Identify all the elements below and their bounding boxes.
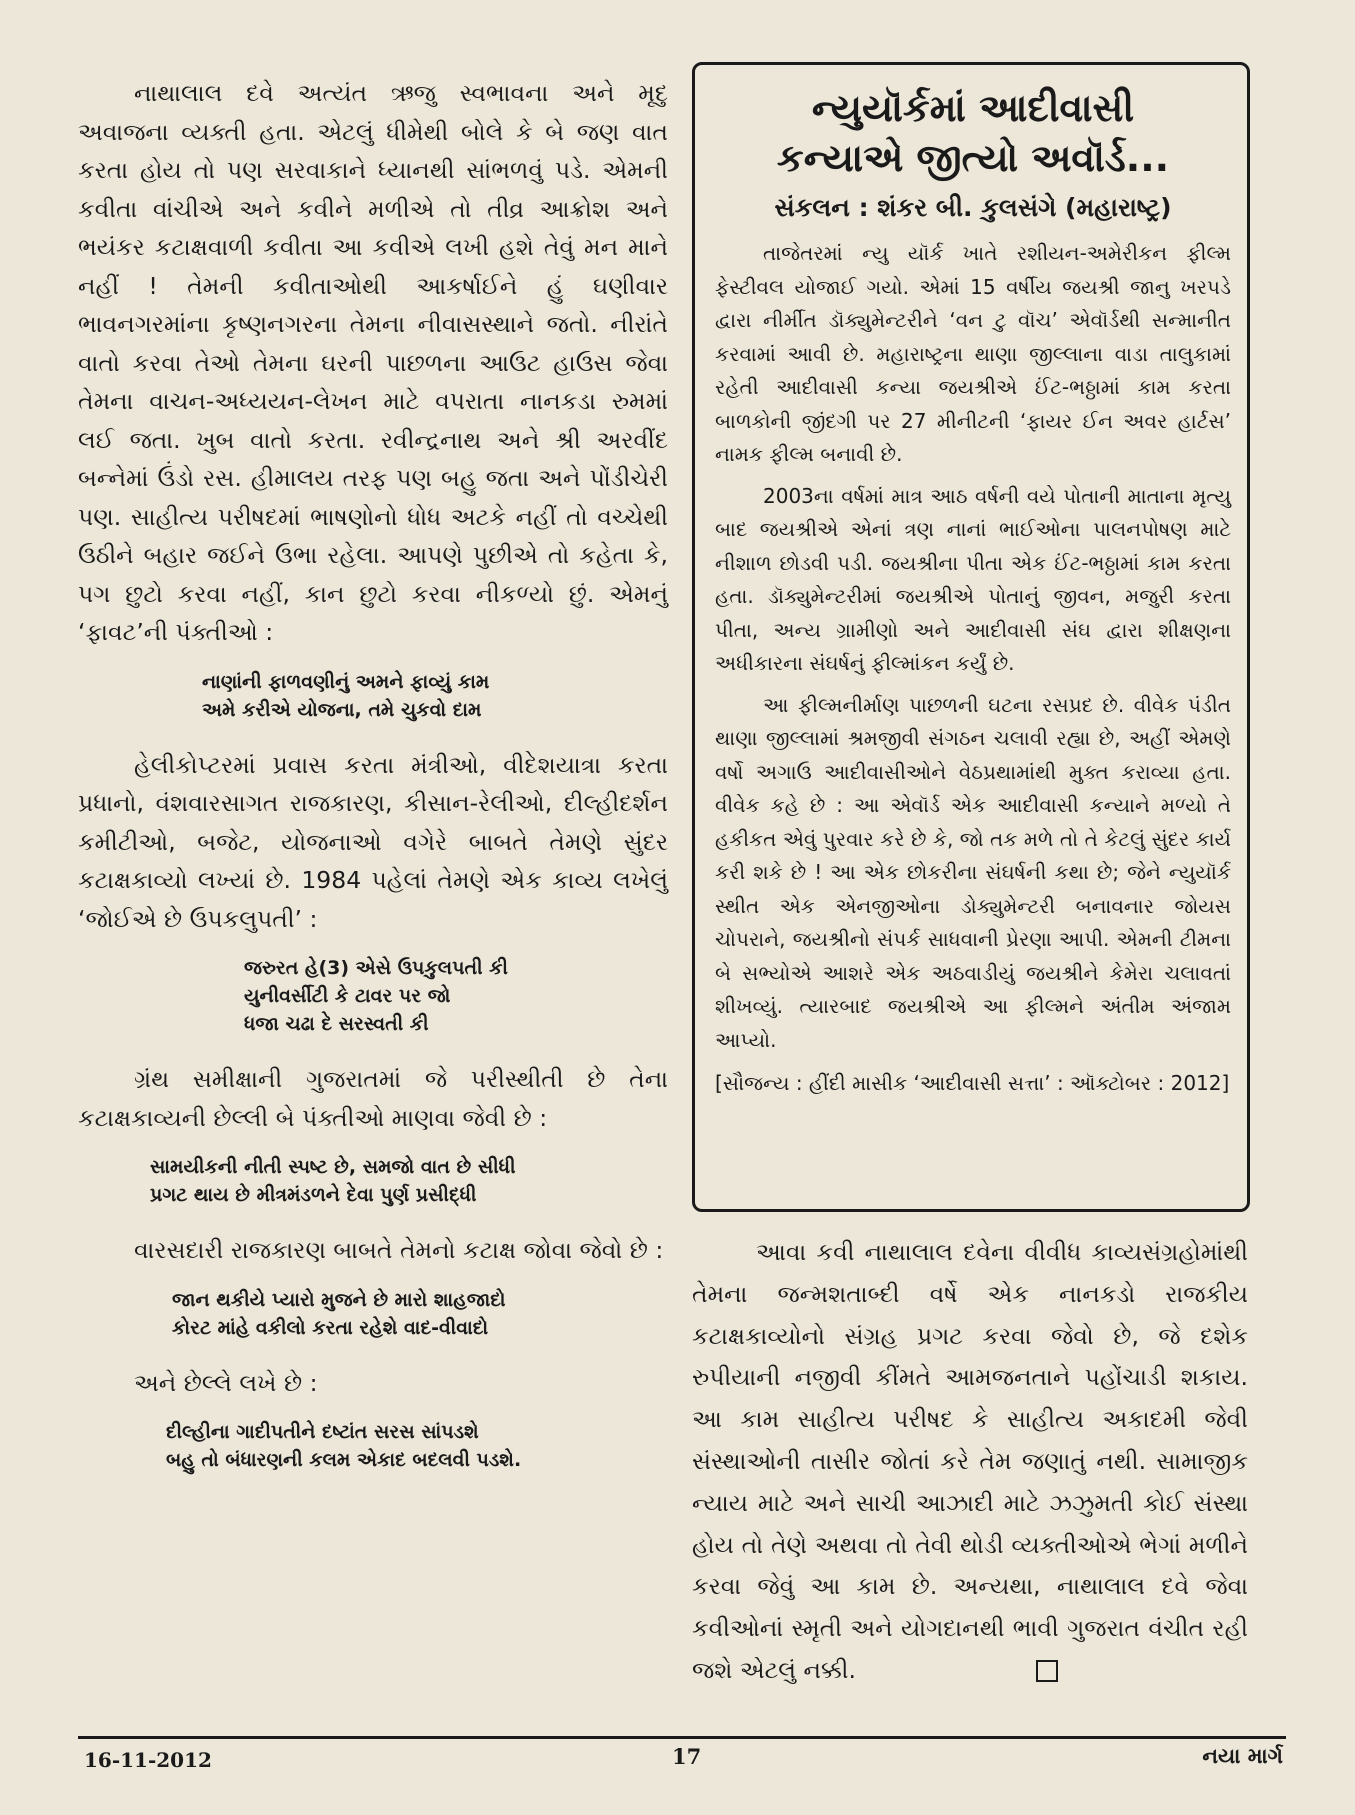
box-paragraph-3: આ ફીલ્મનીર્માણ પાછળની ઘટના રસપ્રદ છે. વીવેક પંડીત થાણા જીલ્લામાં શ્રમજીવી સંગઠન ચલાવી રહ્યા છે, અહીં એમણે વર્ષો અગાઉ આદીવાસીઓને વેઠપ્રથામાંથી મુક્ત કરાવ્યા હતા. વીવેક કહે છે : આ એવૉર્ડ એક આદીવાસી કન્યાને મળ્યો તે હકીકત એવું પુરવાર કરે છે કે, જો તક મળે તો તે કેટલું સુંદર કાર્ય કરી શકે છે ! આ એક છોકરીના સંઘર્ષની કથા છે; જેને ન્યુયૉર્ક સ્થીત એક એનજીઓના ડોક્યુમેન્ટરી બનાવનાર જોયસ ચોપરાને, જયશ્રીનો સંપર્ક સાધવાની પ્રેરણા આપી. એમની ટીમના બે સભ્યોએ આશરે એક અઠવાડીયું જયશ્રીને કેમેરા ચલાવતાં શીખવ્યું. ત્યારબાદ જયશ્રીએ આ ફીલ્મને અંતીમ અંજામ આપ્યો. [715,692,1231,1052]
verse-favat [78,668,668,724]
page-number: 17 [672,1744,702,1769]
box-body [715,237,1231,1101]
right-paragraph-1 [692,1232,1248,1692]
verse-line: સામયીકની નીતી સ્પષ્ટ છે, સમજો વાત છે સીધી [150,1156,516,1178]
left-paragraph-3: ગ્રંથ સમીક્ષાની ગુજરાતમાં જે પરીસ્થીતી છે તેના કટાક્ષકાવ્યની છેલ્લી બે પંક્તીઓ માણવા જેવી છે : [78,1065,668,1132]
verse-samayik [78,1153,668,1209]
left-paragraph-2: હેલીકોપ્ટરમાં પ્રવાસ કરતા મંત્રીઓ, વીદેશયાત્રા કરતા પ્રધાનો, વંશવારસાગત રાજકારણ, કીસાન-રેલીઓ, દીલ્હીદર્શન કમીટીઓ, બજેટ, યોજનાઓ વગેરે બાબતે તેમણે સુંદર કટાક્ષકાવ્યો લખ્યાં છે. 1984 પહેલાં તેમણે એક કાવ્ય લખેલું ‘જોઈએ છે ઉપકલુપતી’ : [78,750,668,933]
right-paragraph-text: આવા કવી નાથાલાલ દવેના વીવીધ કાવ્યસંગ્રહોમાંથી તેમના જન્મશતાબ્દી વર્ષે એક નાનકડો રાજકીય કટાક્ષકાવ્યોનો સંગ્રહ પ્રગટ કરવા જેવો છે, જે દશેક રુપીયાની નજીવી કીંમતે આમજનતાને પહોંચાડી શકાય. આ કામ સાહીત્ય પરીષદ કે સાહીત્ય અકાદમી જેવી સંસ્થાઓની તાસીર જોતાં કરે તેમ જણાતું નથી. સામાજીક ન્યાય માટે અને સાચી આઝાદી માટે ઝઝુમતી કોઈ સંસ્થા હોય તો તેણે અથવા તો તેવી થોડી વ્યક્તીઓએ ભેગાં મળીને કરવા જેવું આ કામ છે. અન્યથા, નાથાલાલ દવે જેવા કવીઓનાં સ્મૃતી અને યોગદાનથી ભાવી ગુજરાત વંચીત રહી જશે એટલું નક્કી. [692,1238,1248,1684]
box-source: [સૌજન્ય : હીંદી માસીક ‘આદીવાસી સત્તા’ : ઑક્ટોબર : 2012] [715,1071,1230,1095]
news-box [692,62,1250,1212]
box-paragraph-2: 2003ના વર્ષમાં માત્ર આઠ વર્ષની વયે પોતાની માતાના મૃત્યુ બાદ જયશ્રીએ એનાં ત્રણ નાનાં ભાઈઓના પાલનપોષણ માટે નીશાળ છોડવી પડી. જયશ્રીના પીતા એક ઈંટ-ભઠ્ઠામાં કામ કરતા હતા. ડૉક્યુમેન્ટરીમાં જયશ્રીએ પોતાનું જીવન, મજુરી કરતા પીતા, અન્ય ગ્રામીણો અને આદીવાસી સંઘ દ્વારા શીક્ષણના અધીકારના સંઘર્ષનું ફીલ્માંકન કર્યું છે. [715,483,1231,675]
verse-shahjado [78,1286,668,1342]
verse-line: યુનીવર્સીટી કે ટાવર પર જો [244,985,451,1007]
end-square-icon [1036,1660,1058,1682]
box-byline: સંકલન : શંકર બી. કુલસંગે (મહારાષ્ટ્ર) [774,193,1172,222]
verse-line: નાણાંની ફાળવણીનું અમને ફાવ્યું કામ [202,670,490,693]
box-title [715,83,1231,183]
verse-upkulpati [78,954,668,1038]
box-paragraph-1: તાજેતરમાં ન્યુ યૉર્ક ખાતે રશીયન-અમેરીકન ફીલ્મ ફેસ્ટીવલ યોજાઈ ગયો. એમાં 15 વર્ષીય જયશ્રી જાનુ ખરપડે દ્વારા નીર્મીત ડૉક્યુમેન્ટરીને ‘વન ટુ વૉચ’ એવૉર્ડથી સન્માનીત કરવામાં આવી છે. મહારાષ્ટ્રના થાણા જીલ્લાના વાડા તાલુકામાં રહેતી આદીવાસી કન્યા જયશ્રીએ ઈંટ-ભઠ્ઠામાં કામ કરતા બાળકોની જીંદગી પર 27 મીનીટની ‘ફાયર ઈન અવર હાર્ટસ’ નામક ફીલ્મ બનાવી છે. [715,241,1231,466]
verse-line: દીલ્હીના ગાદીપતીને દષ્ટાંત સરસ સાંપડશે [166,1421,479,1443]
magazine-name: નયા માર્ગ [1202,1744,1283,1768]
verse-line: ધજા ચઢા દે સરસ્વતી કી [244,1013,429,1035]
footer-date: 16-11-2012 [84,1748,212,1772]
verse-line: અમે કરીએ યોજના, તમે ચુકવો દામ [202,698,482,721]
right-column-bottom [692,1232,1248,1692]
left-paragraph-1: નાથાલાલ દવે અત્યંત ઋજુ સ્વભાવના અને મૃદુ અવાજના વ્યક્તી હતા. એટલું ધીમેથી બોલે કે બે જણ વાત કરતા હોય તો પણ સરવાકાને ધ્યાનથી સાંભળવું પડે. એમની કવીતા વાંચીએ અને કવીને મળીએ તો તીવ્ર આક્રોશ અને ભયંકર કટાક્ષવાળી કવીતા આ કવીએ લખી હશે તેવું મન માને નહીં ! તેમની કવીતાઓથી આકર્ષાઈને હું ઘણીવાર ભાવનગરમાંના કૃષ્ણનગરના તેમના નીવાસસ્થાને જતો. નીરાંતે વાતો કરવા તેઓ તેમના ઘરની પાછળના આઉટ હાઉસ જેવા તેમના વાચન-અધ્યયન-લેખન માટે વપરાતા નાનકડા રુમમાં લઈ જતા. ખુબ વાતો કરતા. રવીન્દ્રનાથ અને શ્રી અરવીંદ બન્નેમાં ઉંડો રસ. હીમાલય તરફ પણ બહુ જતા અને પોંડીચેરી પણ. સાહીત્ય પરીષદમાં ભાષણોનો ધોધ અટકે નહીં તો વચ્ચેથી ઉઠીને બહાર જઈને ઉભા રહેલા. આપણે પુછીએ તો કહેતા કે, પગ છુટો કરવા નહીં, કાન છુટો કરવા નીકળ્યો છું. એમનું ‘ફાવટ’ની પંક્તીઓ : [78,79,668,646]
footer-divider [78,1736,1286,1739]
verse-line: બહુ તો બંધારણની કલમ એકાદ બદલવી પડશે. [166,1449,522,1471]
box-title-line-2: કન્યાએ જીત્યો અવૉર્ડ... [776,136,1170,180]
left-column [78,74,668,1496]
verse-line: જરુરત હે(3) એસે ઉપકુલપતી કી [244,957,508,979]
verse-line: પ્રગટ થાય છે મીત્રમંડળને દેવા પુર્ણ પ્રસીદ્ધી [150,1184,477,1206]
verse-line: જાન થકીયે પ્યારો મુજને છે મારો શાહજાદો [172,1288,506,1311]
left-paragraph-4: વારસદારી રાજકારણ બાબતે તેમનો કટાક્ષ જોવા જેવો છે : [134,1236,664,1264]
verse-line: કોરટ માંહે વકીલો કરતા રહેશે વાદ-વીવાદો [172,1316,489,1339]
box-title-line-1: ન્યુયૉર્કમાં આદીવાસી [811,86,1135,130]
verse-dilhi [78,1418,668,1474]
left-paragraph-5: અને છેલ્લે લખે છે : [134,1368,318,1397]
